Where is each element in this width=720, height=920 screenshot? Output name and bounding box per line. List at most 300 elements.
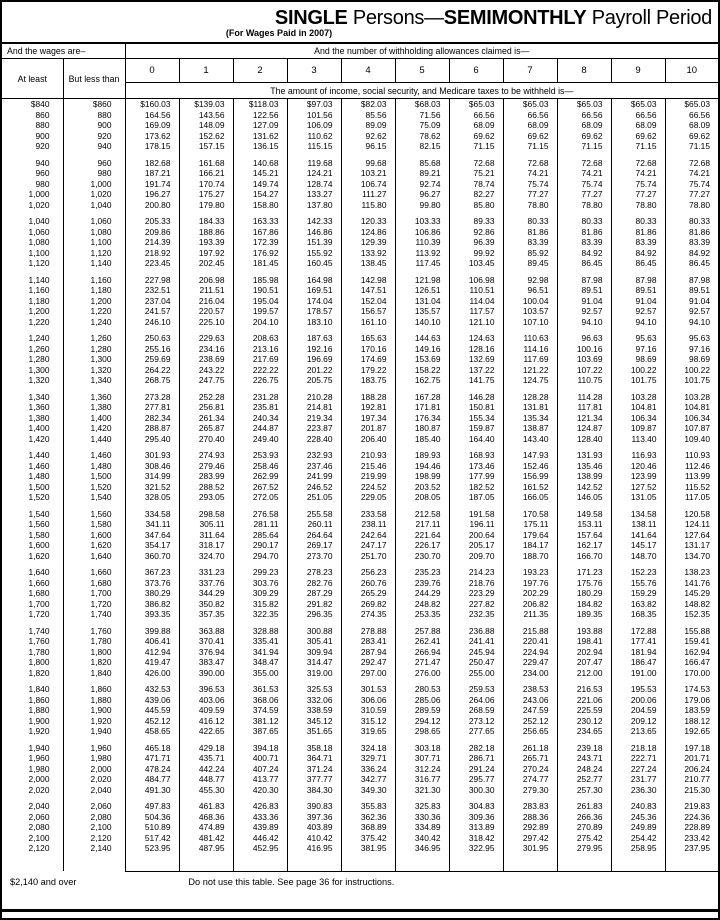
value-cell: 106.98: [449, 275, 503, 286]
value-cell: 416.95: [287, 843, 341, 854]
value-cell: 86.45: [611, 258, 665, 269]
value-cell: 283.99: [179, 471, 233, 482]
value-cell: 248.24: [557, 764, 611, 775]
value-cell: 92.57: [611, 306, 665, 317]
value-cell: 321.52: [125, 482, 179, 493]
value-cell: 394.18: [233, 743, 287, 754]
value-cell: 78.74: [449, 179, 503, 190]
value-cell: 128.74: [287, 179, 341, 190]
value-cell: 127.64: [665, 530, 718, 541]
value-cell: 131.81: [503, 402, 557, 413]
value-cell: 237.04: [125, 296, 179, 307]
table-row: [2, 785, 718, 796]
value-cell: 95.63: [611, 333, 665, 344]
value-cell: 183.59: [665, 705, 718, 716]
wage-cell: 1,780: [28, 646, 50, 657]
wage-cell: 1,820: [28, 667, 50, 678]
value-cell: 341.94: [233, 647, 287, 658]
value-cell: 68.09: [503, 120, 557, 131]
value-cell: 166.05: [503, 492, 557, 503]
value-cell: 146.05: [557, 492, 611, 503]
value-cell: 220.57: [179, 306, 233, 317]
value-cell: 204.10: [233, 317, 287, 328]
value-cell: 128.28: [503, 392, 557, 403]
wage-cell: 1,240: [63, 317, 125, 328]
value-cell: 115.80: [341, 200, 395, 211]
value-cell: 92.74: [395, 179, 449, 190]
value-cell: 94.10: [557, 317, 611, 328]
value-cell: 363.88: [179, 626, 233, 637]
value-cell: 224.94: [503, 647, 557, 658]
wage-cell: 880: [63, 110, 125, 121]
value-cell: 217.11: [395, 519, 449, 530]
value-cell: 152.35: [665, 609, 718, 620]
table-row: [2, 774, 718, 785]
value-cell: 249.89: [611, 822, 665, 833]
value-cell: 116.93: [611, 450, 665, 461]
table-tail-row: [2, 854, 718, 872]
wage-cell: 980: [63, 168, 125, 179]
value-cell: 225.10: [179, 317, 233, 328]
value-cell: 307.71: [395, 753, 449, 764]
value-cell: 255.58: [287, 509, 341, 520]
value-cell: 71.15: [449, 141, 503, 152]
value-cell: 324.18: [341, 743, 395, 754]
wage-cell: 1,520: [28, 492, 50, 502]
value-cell: 219.34: [287, 413, 341, 424]
value-cell: 191.58: [449, 509, 503, 520]
value-cell: 81.86: [557, 227, 611, 238]
value-cell: 179.64: [503, 530, 557, 541]
value-cell: 177.99: [449, 471, 503, 482]
value-cell: 234.00: [503, 668, 557, 679]
value-cell: 219.83: [665, 801, 718, 812]
value-cell: 337.76: [179, 578, 233, 589]
value-cell: 100.22: [611, 365, 665, 376]
value-cell: 218.76: [449, 578, 503, 589]
value-cell: 345.12: [287, 716, 341, 727]
wage-cell: 1,600: [28, 540, 50, 550]
wage-cell: 1,220: [63, 306, 125, 317]
wage-cell: 1,880: [63, 695, 125, 706]
wage-cell: [63, 854, 125, 872]
value-cell: 384.30: [287, 785, 341, 796]
value-cell: 194.46: [395, 461, 449, 472]
title-persons: Persons—: [347, 7, 444, 29]
value-cell: 271.47: [395, 657, 449, 668]
value-cell: 218.92: [125, 248, 179, 259]
wage-cell: 1,820: [63, 657, 125, 668]
value-cell: 184.17: [503, 540, 557, 551]
value-cell: 228.40: [287, 434, 341, 445]
col-header-but-less-than: But less than: [63, 59, 125, 99]
value-cell: 360.70: [125, 551, 179, 562]
value-cell: 297.00: [341, 668, 395, 679]
title-payroll-period: Payroll Period: [586, 7, 712, 29]
wage-cell: 1,440: [28, 450, 50, 460]
value-cell: 160.45: [287, 258, 341, 269]
value-cell: 422.65: [179, 726, 233, 737]
title-bar: [2, 2, 718, 42]
value-cell: 154.27: [233, 189, 287, 200]
value-cell: 121.98: [395, 275, 449, 286]
value-cell: 410.42: [287, 833, 341, 844]
value-cell: 77.27: [611, 189, 665, 200]
value-cell: 187.05: [449, 492, 503, 503]
value-cell: 114.16: [503, 344, 557, 355]
value-cell: 201.22: [287, 365, 341, 376]
allowance-col-7: 7: [503, 59, 557, 83]
value-cell: 158.80: [233, 200, 287, 211]
value-cell: 91.04: [557, 296, 611, 307]
value-cell: [557, 854, 611, 872]
value-cell: 174.04: [287, 296, 341, 307]
value-cell: 153.11: [557, 519, 611, 530]
table-row: [2, 216, 718, 227]
value-cell: 322.95: [449, 843, 503, 854]
value-cell: 124.86: [341, 227, 395, 238]
value-cell: 86.45: [665, 258, 718, 269]
wage-cell: 1,420: [63, 423, 125, 434]
value-cell: 280.53: [395, 684, 449, 695]
value-cell: 181.45: [233, 258, 287, 269]
value-cell: 71.15: [611, 141, 665, 152]
value-cell: 231.77: [611, 774, 665, 785]
value-cell: 193.39: [179, 237, 233, 248]
value-cell: 103.45: [449, 258, 503, 269]
value-cell: $65.03: [503, 99, 557, 110]
value-cell: 197.18: [665, 743, 718, 754]
wage-cell: 1,280: [28, 354, 50, 364]
value-cell: 220.41: [503, 636, 557, 647]
table-row: [2, 317, 718, 328]
wage-cell: 1,140: [63, 258, 125, 269]
title-semimonthly: SEMIMONTHLY: [443, 7, 587, 29]
value-cell: 100.04: [503, 296, 557, 307]
value-cell: 71.15: [503, 141, 557, 152]
value-cell: 334.89: [395, 822, 449, 833]
value-cell: 228.89: [665, 822, 718, 833]
value-cell: 330.36: [395, 812, 449, 823]
value-cell: 416.12: [179, 716, 233, 727]
value-cell: 370.41: [179, 636, 233, 647]
value-cell: $65.03: [611, 99, 665, 110]
value-cell: 238.11: [341, 519, 395, 530]
wage-cell: 1,260: [63, 333, 125, 344]
value-cell: 89.09: [341, 120, 395, 131]
wage-cell: 2,060: [28, 811, 50, 822]
wage-cell: 2,040: [63, 785, 125, 796]
value-cell: 215.88: [503, 626, 557, 637]
value-cell: 468.36: [179, 812, 233, 823]
value-cell: 433.36: [233, 812, 287, 823]
value-cell: 201.87: [341, 423, 395, 434]
value-cell: 155.76: [611, 578, 665, 589]
value-cell: 261.83: [557, 801, 611, 812]
wage-cell: 1,700: [63, 588, 125, 599]
value-cell: 89.51: [557, 285, 611, 296]
value-cell: 201.71: [665, 753, 718, 764]
value-cell: 232.93: [287, 450, 341, 461]
table-row: [2, 344, 718, 355]
value-cell: 210.93: [341, 450, 395, 461]
value-cell: 200.80: [125, 200, 179, 211]
value-cell: 206.98: [179, 275, 233, 286]
value-cell: 110.39: [395, 237, 449, 248]
wage-cell: 1,680: [28, 588, 50, 598]
value-cell: 245.36: [611, 812, 665, 823]
value-cell: 281.11: [233, 519, 287, 530]
value-cell: 133.92: [341, 248, 395, 259]
value-cell: 111.27: [341, 189, 395, 200]
value-cell: 260.76: [341, 578, 395, 589]
value-cell: 211.35: [503, 609, 557, 620]
value-cell: 134.70: [665, 551, 718, 562]
value-cell: 239.18: [557, 743, 611, 754]
value-cell: 283.41: [341, 636, 395, 647]
wage-cell: 900: [63, 120, 125, 131]
value-cell: 210.28: [287, 392, 341, 403]
value-cell: 68.09: [557, 120, 611, 131]
value-cell: 91.04: [665, 296, 718, 307]
wage-cell: 2,100: [63, 822, 125, 833]
value-cell: 249.40: [233, 434, 287, 445]
value-cell: 247.17: [341, 540, 395, 551]
value-cell: 316.77: [395, 774, 449, 785]
table-row: [2, 695, 718, 706]
value-cell: 324.70: [179, 551, 233, 562]
value-cell: 270.40: [179, 434, 233, 445]
value-cell: 69.62: [665, 131, 718, 142]
value-cell: 141.75: [449, 375, 503, 386]
table-row: [2, 657, 718, 668]
value-cell: 117.45: [395, 258, 449, 269]
value-cell: 164.98: [287, 275, 341, 286]
wage-cell: 960: [63, 158, 125, 169]
value-cell: 89.21: [395, 168, 449, 179]
value-cell: 523.95: [125, 843, 179, 854]
wage-cell: 1,560: [28, 519, 50, 529]
table-row: [2, 227, 718, 238]
value-cell: 328.05: [125, 492, 179, 503]
value-cell: 106.34: [665, 413, 718, 424]
wage-cell: 1,300: [63, 354, 125, 365]
wage-cell: 1,980: [63, 753, 125, 764]
footer-instructions: Do not use this table. See page 36 for instructions.: [188, 876, 395, 887]
value-cell: 208.05: [395, 492, 449, 503]
value-cell: 268.75: [125, 375, 179, 386]
value-cell: 190.51: [233, 285, 287, 296]
value-cell: 442.24: [179, 764, 233, 775]
wage-cell: 1,120: [63, 248, 125, 259]
value-cell: 74.21: [503, 168, 557, 179]
value-cell: 347.64: [125, 530, 179, 541]
table-row: [2, 423, 718, 434]
value-cell: 292.47: [341, 657, 395, 668]
value-cell: 92.86: [449, 227, 503, 238]
value-cell: 80.33: [503, 216, 557, 227]
value-cell: 161.68: [179, 158, 233, 169]
value-cell: 81.86: [503, 227, 557, 238]
value-cell: 179.80: [179, 200, 233, 211]
value-cell: 184.33: [179, 216, 233, 227]
value-cell: 104.81: [665, 402, 718, 413]
value-cell: 221.64: [395, 530, 449, 541]
value-cell: 69.62: [557, 131, 611, 142]
value-cell: 103.28: [611, 392, 665, 403]
wage-cell: 1,620: [63, 540, 125, 551]
value-cell: 216.04: [179, 296, 233, 307]
value-cell: 180.87: [395, 423, 449, 434]
wages-are-header: And the wages are–: [2, 43, 125, 59]
value-cell: 171.23: [557, 567, 611, 578]
value-cell: 192.81: [341, 402, 395, 413]
value-cell: 239.76: [395, 578, 449, 589]
value-cell: 106.74: [341, 179, 395, 190]
value-cell: 110.51: [449, 285, 503, 296]
value-cell: 325.83: [395, 801, 449, 812]
value-cell: 344.29: [179, 588, 233, 599]
value-cell: 227.98: [125, 275, 179, 286]
value-cell: 230.12: [557, 716, 611, 727]
allowance-col-5: 5: [395, 59, 449, 83]
wage-cell: 1,760: [63, 626, 125, 637]
value-cell: 276.58: [233, 509, 287, 520]
wage-cell: 2,040: [28, 801, 50, 811]
value-cell: 250.63: [125, 333, 179, 344]
value-cell: 92.57: [557, 306, 611, 317]
value-cell: 170.58: [503, 509, 557, 520]
value-cell: 170.00: [665, 668, 718, 679]
wage-cell: 1,720: [63, 599, 125, 610]
value-cell: 96.63: [557, 333, 611, 344]
value-cell: 420.30: [233, 785, 287, 796]
value-cell: 97.16: [611, 344, 665, 355]
value-cell: 78.80: [665, 200, 718, 211]
value-cell: 342.77: [341, 774, 395, 785]
wage-cell: 1,840: [28, 684, 50, 694]
value-cell: 66.56: [449, 110, 503, 121]
value-cell: 269.82: [341, 599, 395, 610]
wage-cell: 1,480: [63, 461, 125, 472]
value-cell: 278.88: [341, 626, 395, 637]
value-cell: 92.57: [665, 306, 718, 317]
value-cell: 262.41: [395, 636, 449, 647]
value-cell: 166.70: [557, 551, 611, 562]
value-cell: 97.16: [665, 344, 718, 355]
value-cell: 81.86: [611, 227, 665, 238]
wage-cell: 1,940: [63, 726, 125, 737]
value-cell: 334.58: [125, 509, 179, 520]
value-cell: 288.87: [125, 423, 179, 434]
value-cell: 120.33: [341, 216, 395, 227]
table-row: [2, 801, 718, 812]
wage-cell: 1,080: [63, 227, 125, 238]
value-cell: 192.16: [287, 344, 341, 355]
value-cell: [125, 854, 179, 872]
value-cell: 124.75: [503, 375, 557, 386]
value-cell: 107.10: [503, 317, 557, 328]
table-row: [2, 684, 718, 695]
value-cell: 390.83: [287, 801, 341, 812]
value-cell: 351.65: [287, 726, 341, 737]
table-row: [2, 110, 718, 121]
value-cell: 386.82: [125, 599, 179, 610]
value-cell: 232.35: [449, 609, 503, 620]
table-row: [2, 716, 718, 727]
wage-cell: 1,900: [28, 715, 50, 726]
wage-cell: 1,440: [63, 434, 125, 445]
value-cell: 187.63: [287, 333, 341, 344]
value-cell: 285.64: [233, 530, 287, 541]
value-cell: 124.87: [557, 423, 611, 434]
value-cell: 135.57: [395, 306, 449, 317]
value-cell: 127.52: [611, 482, 665, 493]
value-cell: 214.81: [287, 402, 341, 413]
table-row: [2, 567, 718, 578]
value-cell: 375.42: [341, 833, 395, 844]
value-cell: 455.30: [179, 785, 233, 796]
value-cell: 120.46: [611, 461, 665, 472]
table-row: [2, 189, 718, 200]
value-cell: 413.77: [233, 774, 287, 785]
value-cell: 182.68: [125, 158, 179, 169]
value-cell: 305.41: [287, 636, 341, 647]
value-cell: 174.53: [665, 684, 718, 695]
value-cell: 439.06: [125, 695, 179, 706]
value-cell: [503, 854, 557, 872]
value-cell: 96.51: [503, 285, 557, 296]
wage-cell: 980: [35, 178, 50, 189]
wage-cell: 1,140: [28, 274, 50, 285]
value-cell: 319.00: [287, 668, 341, 679]
value-cell: 99.68: [341, 158, 395, 169]
wage-cell: 1,940: [28, 742, 50, 753]
value-cell: 221.06: [557, 695, 611, 706]
value-cell: 174.69: [341, 354, 395, 365]
value-cell: 295.40: [125, 434, 179, 445]
wage-cell: 1,460: [63, 450, 125, 461]
value-cell: 89.33: [449, 216, 503, 227]
wage-cell: 1,540: [63, 492, 125, 503]
value-cell: 133.27: [287, 189, 341, 200]
table-row: [2, 402, 718, 413]
value-cell: 244.29: [395, 588, 449, 599]
value-cell: 178.15: [125, 141, 179, 152]
value-cell: 117.81: [557, 402, 611, 413]
value-cell: 183.75: [341, 375, 395, 386]
table-row: [2, 158, 718, 169]
value-cell: 83.39: [611, 237, 665, 248]
value-cell: 282.18: [449, 743, 503, 754]
wage-cell: 940: [63, 141, 125, 152]
table-row: [2, 668, 718, 679]
value-cell: 128.16: [449, 344, 503, 355]
value-cell: 191.74: [125, 179, 179, 190]
value-cell: 252.28: [179, 392, 233, 403]
wage-cell: 1,000: [28, 189, 50, 199]
value-cell: 308.46: [125, 461, 179, 472]
wage-cell: 1,500: [28, 481, 50, 492]
value-cell: 274.35: [341, 609, 395, 620]
value-cell: 142.52: [557, 482, 611, 493]
value-cell: 106.86: [395, 227, 449, 238]
value-cell: 261.18: [503, 743, 557, 754]
value-cell: 445.59: [125, 705, 179, 716]
value-cell: 115.52: [665, 482, 718, 493]
value-cell: 297.42: [503, 833, 557, 844]
value-cell: [233, 854, 287, 872]
